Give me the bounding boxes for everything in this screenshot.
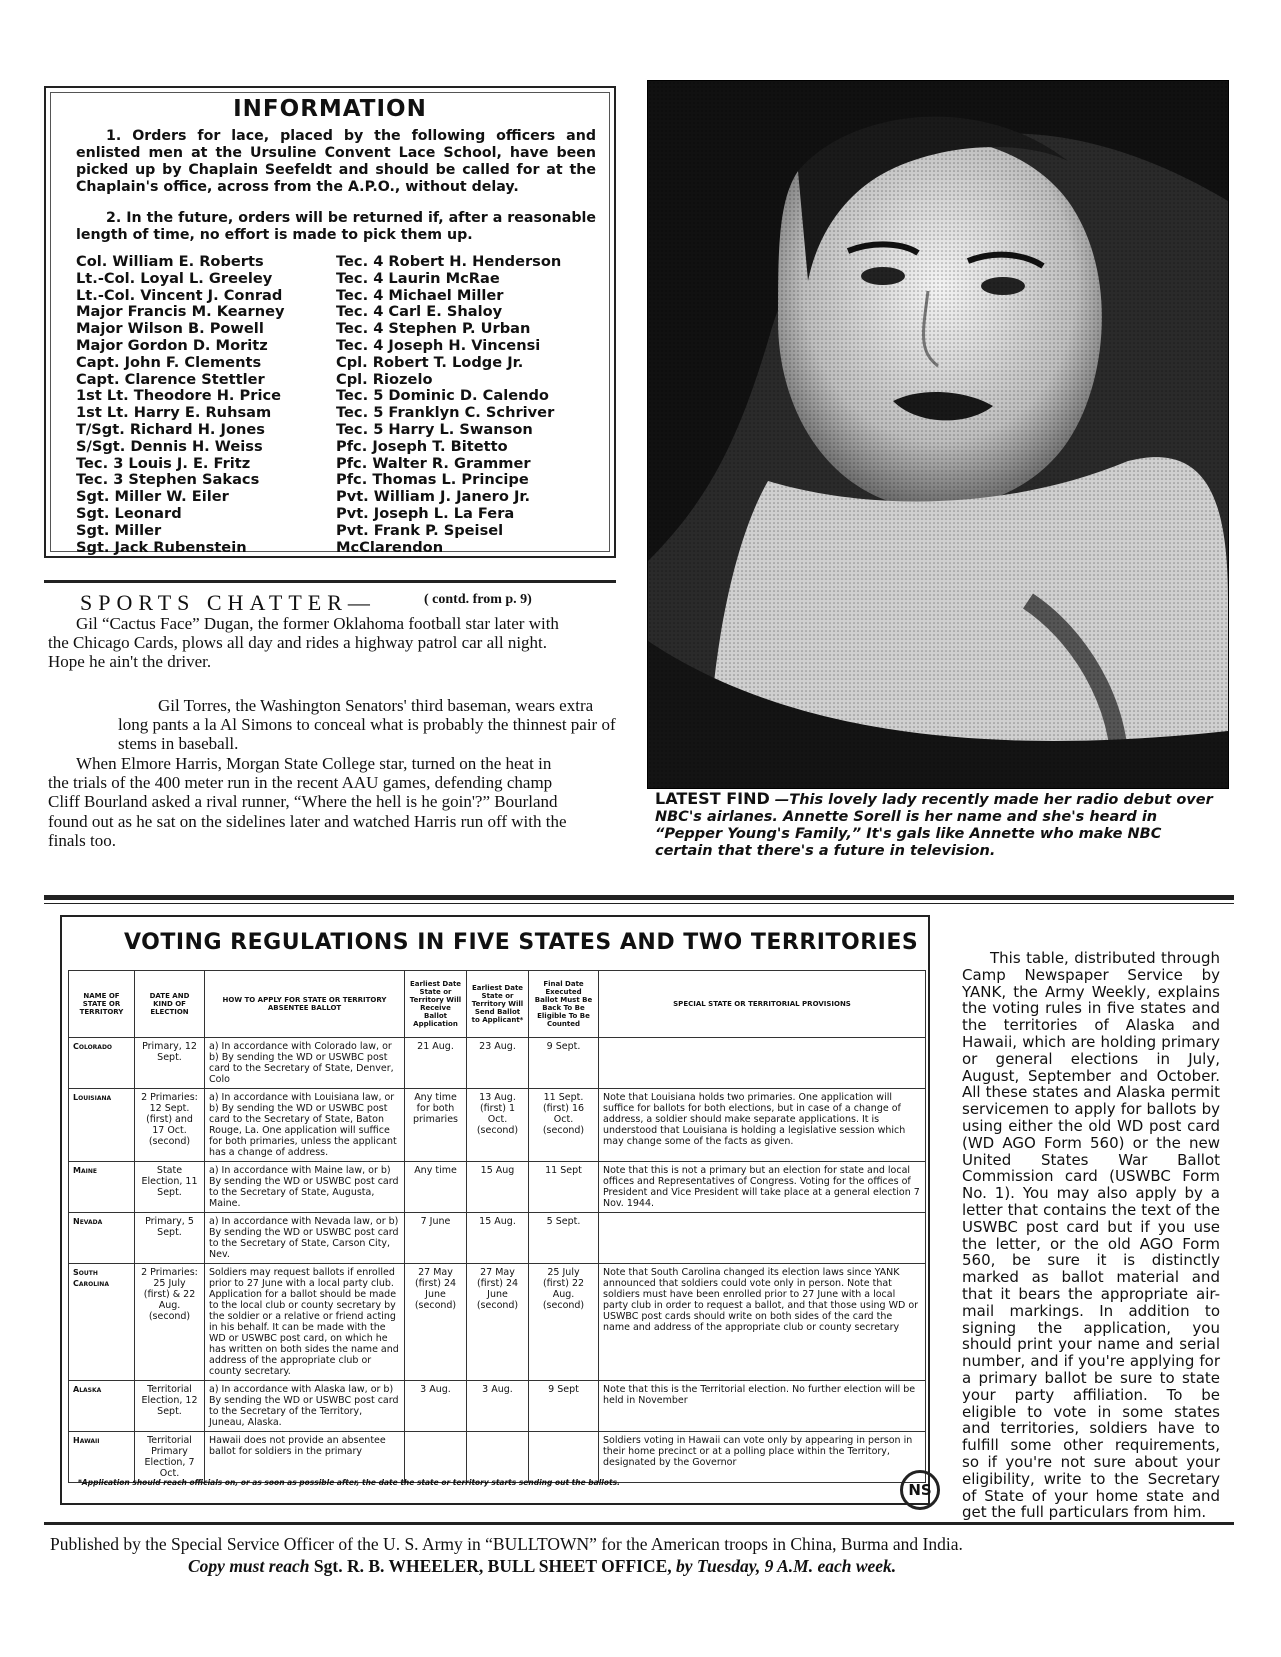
officer-name: Tec. 3 Louis J. E. Fritz [76, 454, 251, 472]
table-row [69, 1213, 926, 1264]
table-row [69, 1038, 926, 1089]
cell-final [529, 1432, 599, 1483]
cell-final: 9 Sept. [529, 1038, 599, 1089]
officer-name: Tec. 4 Robert H. Henderson [336, 253, 562, 270]
officer-name: Tec. 5 Dominic D. Calendo [336, 387, 549, 405]
officer-name: McClarendon [336, 538, 444, 556]
cell-final: 11 Sept [529, 1162, 599, 1213]
cell-name: Alaska [69, 1381, 135, 1432]
voting-table-title: VOTING REGULATIONS IN FIVE STATES AND TWO TERRITORIES [124, 930, 919, 955]
cell-send: 27 May (first) 24 June (second) [467, 1264, 529, 1381]
officer-name: Sgt. Miller W. Eiler [76, 488, 229, 506]
officer-list-left [76, 254, 285, 556]
officer-name: Cpl. Riozelo [336, 370, 433, 388]
table-footnote: *Application should reach officials on, or as soon as possible after, the date the state or territory starts sending out the ballots. [78, 1478, 620, 1487]
officer-name: Col. William E. Roberts [76, 253, 264, 270]
officer-name: Tec. 4 Laurin McRae [336, 269, 500, 287]
officer-name: Tec. 4 Joseph H. Vincensi [336, 336, 541, 354]
column-header: SPECIAL STATE OR TERRITORIAL PROVISIONS [599, 971, 926, 1038]
column-header: HOW TO APPLY FOR STATE OR TERRITORY ABSENTEE BALLOT [205, 971, 405, 1038]
side-column-text: This table, distributed through Camp Newspaper Service by YANK, the Army Weekly, explains the voting rules in five states and the territories of Alaska and Hawaii, which are holding primary or general elections in July, August, September and October. All these states and Alaska permit servicemen to apply for ballots by using either the old WD post card (WD AGO Form 560) or the new United States War Ballot Commission card (USWBC Form No. 1). You may also apply by a letter that contains the text of the USWBC post card but if you use the letter, or the old AGO Form 560, be sure it is distinctly marked as ballot material and that it bears the appropriate air-mail markings. In addition to signing the application, you should print your name and serial number, and if you're applying for a primary ballot be sure to state your party affiliation. To be eligible to vote in some states and territories, soldiers have to fulfill some other requirements, so if you're not sure about your eligibility, write to the Secretary of State of your home state and get the full particulars from him. [962, 949, 1220, 1522]
cell-name: Nevada [69, 1213, 135, 1264]
officer-name: 1st Lt. Harry E. Ruhsam [76, 404, 272, 422]
portrait-photo [647, 80, 1229, 789]
officer-name: Sgt. Jack Rubenstein [76, 538, 247, 556]
caption-lead: LATEST FIND [655, 789, 770, 808]
voting-regulations-table [68, 970, 926, 1483]
cell-final: 25 July (first) 22 Aug. (second) [529, 1264, 599, 1381]
copy-deadline-b: Sgt. R. B. WHEELER, BULL SHEET OFFICE, [313, 1556, 672, 1576]
officer-name: Cpl. Robert T. Lodge Jr. [336, 353, 524, 371]
officer-name: Tec. 4 Michael Miller [336, 286, 504, 304]
cell-receive [405, 1432, 467, 1483]
copy-deadline-c: by Tuesday, 9 A.M. each week. [671, 1556, 897, 1576]
information-title: INFORMATION [233, 96, 427, 122]
column-header: Final Date Executed Ballot Must Be Back To Be Eligible To Be Counted [529, 971, 599, 1038]
copy-deadline-line [188, 1556, 896, 1577]
cell-name: Maine [69, 1162, 135, 1213]
officer-name: Major Francis M. Kearney [76, 303, 285, 321]
column-header: Earliest Date State or Territory Will Send Ballot to Applicant* [467, 971, 529, 1038]
cell-special [599, 1038, 926, 1089]
officer-name: Sgt. Miller [76, 521, 162, 539]
table-header-row [69, 971, 926, 1038]
cell-final: 11 Sept. (first) 16 Oct. (second) [529, 1089, 599, 1162]
cell-election: Primary, 12 Sept. [135, 1038, 205, 1089]
cell-special: Soldiers voting in Hawaii can vote only by appearing in person in their home precinct or at a polling place within the Territory, designated by the Governor [599, 1432, 926, 1483]
cell-receive: 21 Aug. [405, 1038, 467, 1089]
cell-receive: 3 Aug. [405, 1381, 467, 1432]
officer-name: Capt. John F. Clements [76, 353, 262, 371]
cell-send: 3 Aug. [467, 1381, 529, 1432]
officer-name: Tec. 5 Harry L. Swanson [336, 420, 533, 438]
officer-list-right [336, 254, 561, 556]
cell-name: Louisiana [69, 1089, 135, 1162]
column-header: DATE AND KIND OF ELECTION [135, 971, 205, 1038]
officer-name: Tec. 5 Franklyn C. Schriver [336, 404, 555, 422]
table-row [69, 1264, 926, 1381]
sports-paragraph-1: Gil “Cactus Face” Dugan, the former Oklahoma football star later with the Chicago Cards, plows all day and rides a highway patrol car all night. Hope he ain't the driver. [48, 614, 559, 672]
table-row [69, 1381, 926, 1432]
officer-name: Pfc. Walter R. Grammer [336, 454, 531, 472]
cell-apply: a) In accordance with Maine law, or b) By sending the WD or USWBC post card to the Secretary of State, Augusta, Maine. [205, 1162, 405, 1213]
officer-name: Sgt. Leonard [76, 504, 182, 522]
information-paragraph-1: 1. Orders for lace, placed by the following officers and enlisted men at the Ursuline Convent Lace School, have been picked up by Chaplain Seefeldt and should be called for at the Chaplain's office, across from the A.P.O., without delay. [76, 128, 596, 195]
cell-election: State Election, 11 Sept. [135, 1162, 205, 1213]
photo-caption [655, 790, 1220, 860]
cell-apply: a) In accordance with Colorado law, or b) By sending the WD or USWBC post card to the Secretary of State, Denver, Colo [205, 1038, 405, 1089]
cell-election: 2 Primaries: 12 Sept. (first) and 17 Oct. (second) [135, 1089, 205, 1162]
cell-special [599, 1213, 926, 1264]
officer-name: Tec. 4 Stephen P. Urban [336, 320, 531, 338]
cell-receive: 7 June [405, 1213, 467, 1264]
cell-apply: Soldiers may request ballots if enrolled prior to 27 June with a local party club. Application for a ballot should be made to the local club or county secretary by the soldier or a relative or friend acting in his behalf. It can be made with the WD or USWBC post card, on which he has written on both sides the name and address of the appropriate club or county secretary. [205, 1264, 405, 1381]
cell-election: Primary, 5 Sept. [135, 1213, 205, 1264]
table-body [69, 1038, 926, 1483]
officer-name: Major Wilson B. Powell [76, 320, 264, 338]
table-row [69, 1089, 926, 1162]
sports-paragraph-3: When Elmore Harris, Morgan State College star, turned on the heat in the trials of the 400 meter run in the recent AAU games, defending champ Cliff Bourland asked a rival runner, “Where the hell is he goin'?” Bourland found out as he sat on the sidelines later and watched Harris run off with the finals too. [48, 754, 567, 850]
cell-send: 23 Aug. [467, 1038, 529, 1089]
portrait-illustration [648, 81, 1228, 788]
cell-special: Note that this is not a primary but an election for state and local offices and Representatives of Congress. Voting for the offices of President and Vice President will take place at a general election 7 Nov. 1944. [599, 1162, 926, 1213]
officer-name: Capt. Clarence Stettler [76, 370, 265, 388]
cell-apply: a) In accordance with Nevada law, or b) By sending the WD or USWBC post card to the Secretary of State, Carson City, Nev. [205, 1213, 405, 1264]
officer-name: Lt.-Col. Loyal L. Greeley [76, 269, 273, 287]
officer-name: Tec. 3 Stephen Sakacs [76, 471, 260, 489]
officer-name: T/Sgt. Richard H. Jones [76, 420, 265, 438]
officer-name: Lt.-Col. Vincent J. Conrad [76, 286, 283, 304]
cell-receive: 27 May (first) 24 June (second) [405, 1264, 467, 1381]
table-row [69, 1432, 926, 1483]
officer-name: Major Gordon D. Moritz [76, 336, 268, 354]
cell-election: Territorial Primary Election, 7 Oct. [135, 1432, 205, 1483]
copy-deadline-a: Copy must reach [188, 1556, 314, 1576]
column-header: Earliest Date State or Territory Will Receive Ballot Application [405, 971, 467, 1038]
cell-name: Hawaii [69, 1432, 135, 1483]
information-paragraph-2: 2. In the future, orders will be returned if, after a reasonable length of time, no effort is made to pick them up. [76, 210, 596, 243]
officer-name: Pfc. Thomas L. Principe [336, 471, 529, 489]
sports-continued-note: ( contd. from p. 9) [424, 592, 532, 607]
table-row [69, 1162, 926, 1213]
cell-send: 13 Aug. (first) 1 Oct. (second) [467, 1089, 529, 1162]
cell-send [467, 1432, 529, 1483]
cell-final: 5 Sept. [529, 1213, 599, 1264]
footer-rule [44, 1522, 1234, 1525]
cell-name: South Carolina [69, 1264, 135, 1381]
section-divider-thick [44, 895, 1234, 900]
officer-name: Pvt. William J. Janero Jr. [336, 488, 531, 506]
cell-special: Note that South Carolina changed its election laws since YANK announced that soldiers could vote only in person. Note that soldiers must have been enrolled prior to 27 June with a local party club in order to request a ballot, and that those using WD or USWBC post cards should write on both sides of the card the name and address of the appropriate club or county secretary [599, 1264, 926, 1381]
cell-election: 2 Primaries: 25 July (first) & 22 Aug. (second) [135, 1264, 205, 1381]
cell-apply: a) In accordance with Louisiana law, or b) By sending the WD or USWBC post card to the Secretary of State, Baton Rouge, La. One application will suffice for both primaries, unless the applicant has a change of address. [205, 1089, 405, 1162]
caption-body: —This lovely lady recently made her radio debut over NBC's airlanes. Annette Sorell is her name and she's heard in “Pepper Young's Family,” It's gals like Annette who make NBC certain that there's a future in television. [655, 792, 1213, 859]
cell-name: Colorado [69, 1038, 135, 1089]
officer-name: 1st Lt. Theodore H. Price [76, 387, 281, 405]
publisher-line: Published by the Special Service Officer of the U. S. Army in “BULLTOWN” for the American troops in China, Burma and India. [50, 1534, 963, 1554]
cell-special: Note that this is the Territorial election. No further election will be held in November [599, 1381, 926, 1432]
officer-name: Pvt. Joseph L. La Fera [336, 504, 515, 522]
column-header: NAME OF STATE OR TERRITORY [69, 971, 135, 1038]
cell-apply: Hawaii does not provide an absentee ballot for soldiers in the primary [205, 1432, 405, 1483]
cell-final: 9 Sept [529, 1381, 599, 1432]
cell-apply: a) In accordance with Alaska law, or b) By sending the WD or USWBC post card to the Secretary of the Territory, Juneau, Alaska. [205, 1381, 405, 1432]
cell-receive: Any time [405, 1162, 467, 1213]
cell-receive: Any time for both primaries [405, 1089, 467, 1162]
officer-name: S/Sgt. Dennis H. Weiss [76, 437, 263, 455]
divider-rule [44, 580, 616, 583]
officer-name: Pvt. Frank P. Speisel [336, 521, 504, 539]
ns-logo: NS [900, 1470, 940, 1510]
information-box [44, 86, 616, 558]
cell-special: Note that Louisiana holds two primaries. One application will suffice for ballots for both elections, but in case of a change of address, a soldier should make separate applications. It is understood that Louisiana is holding a legislative session which may change some of the facts as given. [599, 1089, 926, 1162]
sports-chatter-heading: SPORTS CHATTER— [80, 590, 376, 615]
sports-paragraph-2: Gil Torres, the Washington Senators' third baseman, wears extra long pants a la Al Simons to conceal what is probably the thinnest pair of stems in baseball. [118, 696, 616, 754]
officer-name: Tec. 4 Carl E. Shaloy [336, 303, 503, 321]
cell-election: Territorial Election, 12 Sept. [135, 1381, 205, 1432]
cell-send: 15 Aug [467, 1162, 529, 1213]
cell-send: 15 Aug. [467, 1213, 529, 1264]
section-divider-thin [44, 903, 1234, 904]
officer-name: Pfc. Joseph T. Bitetto [336, 437, 508, 455]
